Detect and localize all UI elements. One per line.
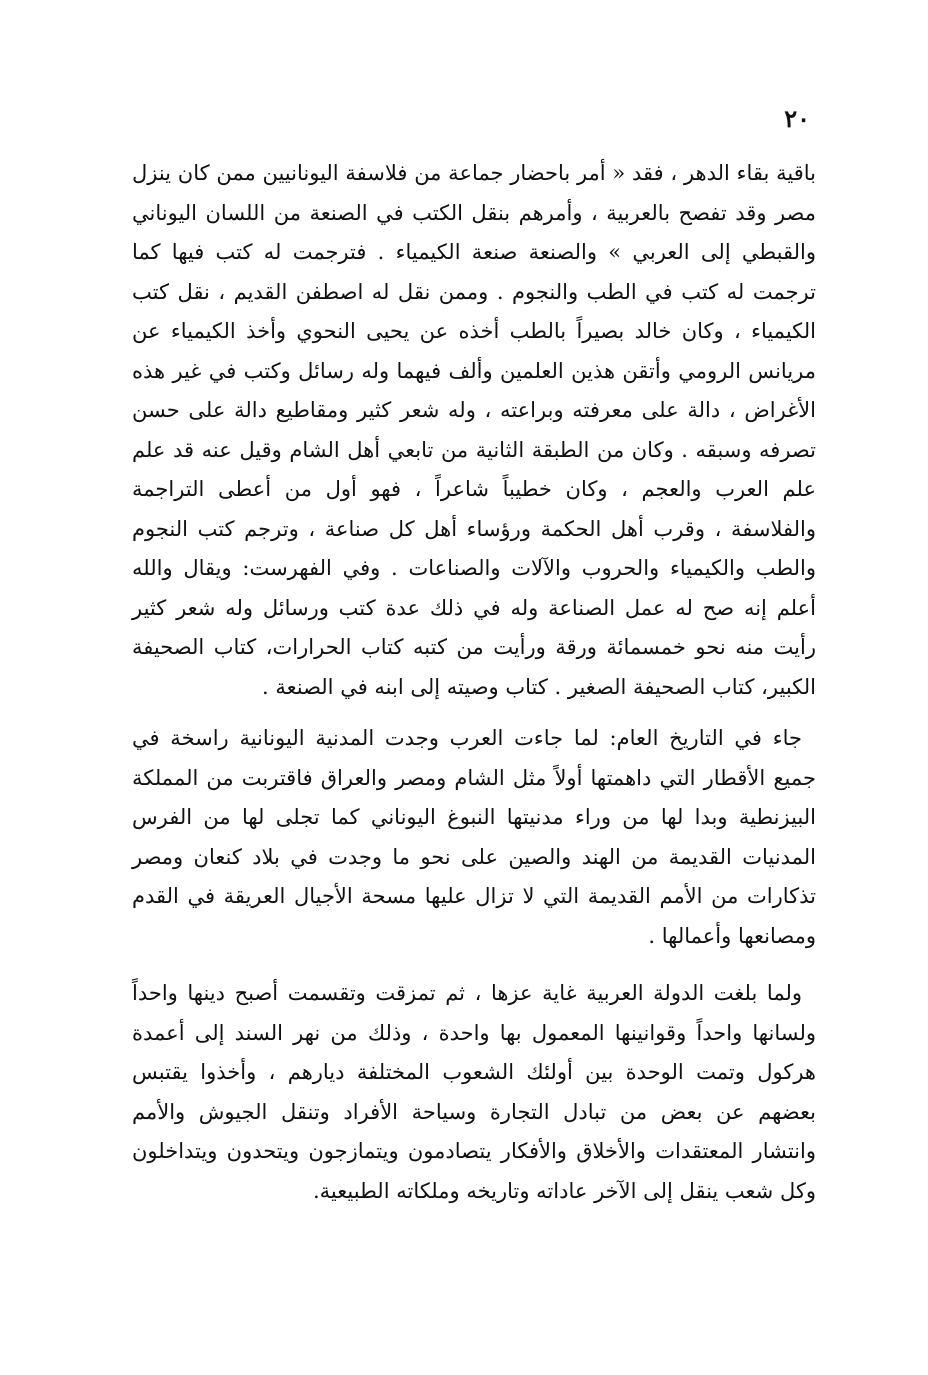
paragraph-general-history: جاء في التاريخ العام: لما جاءت العرب وجدت المدنية اليونانية راسخة في جميع الأقطار التي داهمتها أولاً مثل الشام ومصر والعراق فاقتربت من المملكة البيزنطية وبدا لها من وراء مدنيتها النبوغ اليوناني كما تجلى لها من الفرس المدنيات القديمة من الهند والصين على نحو ما وجدت في بلاد كنعان ومصر تذكارات من الأمم القديمة التي لا تزال عليها مسحة الأجيال العريقة في القدم ومصانعها وأعمالها . — [132, 726, 816, 948]
body-text — [132, 154, 816, 1211]
paragraph-arab-state: ولما بلغت الدولة العربية غاية عزها ، ثم تمزقت وتقسمت أصبح دينها واحداً ولسانها واحداً وقوانينها المعمول بها واحدة ، وذلك من نهر السند إلى أعمدة هركول وتمت الوحدة بين أولئك الشعوب المختلفة ديارهم ، وأخذوا يقتبس بعضهم عن بعض من تبادل التجارة وسياحة الأفراد وتنقل الجيوش والأمم وانتشار المعتقدات والأخلاق والأفكار يتصادمون ويتمازجون ويتحدون ويتداخلون وكل شعب ينقل إلى الآخر عاداته وتاريخه وملكاته الطبيعية. — [132, 981, 816, 1203]
paragraph-khalid: باقية بقاء الدهر ، فقد « أمر باحضار جماعة من فلاسفة اليونانيين ممن كان ينزل مصر وقد تفصح بالعربية ، وأمرهم بنقل الكتب في الصنعة من اللسان اليوناني والقبطي إلى العربي » والصنعة صنعة الكيمياء . فترجمت له كتب فيها كما ترجمت له كتب في الطب والنجوم . وممن نقل له اصطفن القديم ، نقل كتب الكيمياء ، وكان خالد بصيراً بالطب أخذه عن يحيى النحوي وأخذ الكيمياء عن مريانس الرومي وأتقن هذين العلمين وألف فيهما وله رسائل وكتب في غير هذه الأغراض ، دالة على معرفته وبراعته ، وله شعر كثير ومقاطيع دالة على حسن تصرفه وسبقه . وكان من الطبقة الثانية من تابعي أهل الشام وقيل عنه قد علم علم العرب والعجم ، وكان خطيباً شاعراً ، فهو أول من أعطى التراجمة والفلاسفة ، وقرب أهل الحكمة ورؤساء أهل كل صناعة ، وترجم كتب النجوم والطب والكيمياء والحروب والآلات والصناعات . وفي الفهرست: ويقال والله أعلم إنه صح له عمل الصناعة وله في ذلك عدة كتب ورسائل وله شعر كثير رأيت منه نحو خمسمائة ورقة ورأيت من كتبه كتاب الحرارات، كتاب الصحيفة الكبير، كتاب الصحيفة الصغير . كتاب وصيته إلى ابنه في الصنعة . — [132, 161, 816, 699]
page-number: ٢٠ — [784, 104, 810, 133]
